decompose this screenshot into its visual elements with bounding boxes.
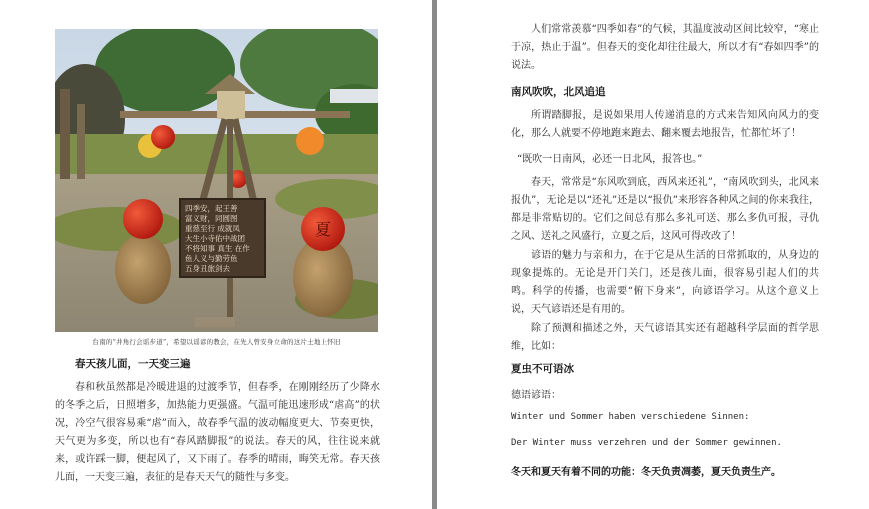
spring-paragraph: 春和秋虽然都是冷暖进退的过渡季节，但春季，在刚刚经历了少降水的冬季之后，日照增多，加热能力更强盛。气温可能迅速形成“虐高”的状况，冷空气很容易乘“虐”而入，故春季气温的波动幅度更大、节奏更快，天气更为多变，所以也有“春风踏脚报”的说法。春天的风，往往说来就来，或许踩一脚，便起风了，又下雨了。春季的晴雨，晦笑无常。春天孩儿面，一天变三遍，表征的是春天天气的随性与多变。 (55, 382, 380, 483)
photo-caption: 台南的“井角行会谣步道”，希望以谣谚的教会，在先人曾安身立命的这片土地上怀旧 (92, 338, 341, 346)
sign-text-line: 不将知事 真生 在作 (185, 244, 250, 253)
sign-text-line: 四季安，起王善 (185, 204, 238, 213)
sign-text-line: 富义财，同圆图 (185, 214, 238, 223)
paragraph-3: 春天，常常是“东风吹到底，西风来还礼”，“南风吹到头，北风来报仇”，无论是以“还礼”还是以“报仇”来形容各种风之间的你来我往，都是非常贴切的。它们之间总有那么多礼可送、那么多仇可报，寻仇之风、送礼之风盛行，立夏之后，这风可得改改了！ (511, 177, 819, 242)
quote-line: “既吹一日南风，必还一日北风，报答也。” (517, 154, 703, 165)
left-page (0, 0, 432, 509)
final-line: 冬天和夏天有着不同的功能：冬天负责凋萎，夏天负责生产。 (511, 467, 781, 478)
paragraph-1: 人们常常羡慕“四季如春”的气候，其温度波动区间比较窄，“寒止于凉，热止于温”。但春天的变化却往往最大，所以才有“春如四季”的说法。 (511, 24, 819, 71)
sign-text-line: 重慈至行 成就凤 (185, 224, 240, 233)
sign-text-line: 大生小寺佑中战团 (185, 234, 245, 243)
paragraph-4: 谚语的魅力与亲和力，在于它是从生活的日常抓取的，从身边的现象提炼的。无论是开门关门，还是孩儿面，很容易引起人们的共鸣。科学的传播，也需要“俯下身来”，向谚语学习。从这个意义上说，天气谚语还是有用的。 (511, 250, 819, 315)
german-line-1: Winter und Sommer haben verschiedene Sinnen: (511, 412, 750, 422)
german-line-2: Der Winter muss verzehren und der Sommer gewinnen. (511, 438, 782, 448)
sign-text-line: 五身丑旅剑去 (185, 264, 230, 273)
paragraph-5: 除了预测和描述之外，天气谚语其实还有超越科学层面的哲学思维，比如： (511, 323, 819, 352)
paragraph-2: 所谓踏脚报，是说如果用人传递消息的方式来告知风向风力的变化，那么人就要不停地跑来跑去、翻来覆去地报告，忙都忙坏了！ (511, 110, 819, 139)
german-label: 德语谚语： (511, 390, 561, 401)
pot-character: 夏 (314, 220, 332, 239)
section-heading-wind: 南风吹吹，北风追追 (511, 86, 606, 98)
section-heading-summer-insect: 夏虫不可语冰 (511, 363, 574, 375)
section-heading-spring: 春天孩儿面，一天变三遍 (75, 358, 191, 370)
scarecrow-photo (55, 29, 378, 332)
right-page (437, 0, 869, 509)
sign-text-line: 鱼人义与勤劳鱼 (185, 254, 238, 263)
